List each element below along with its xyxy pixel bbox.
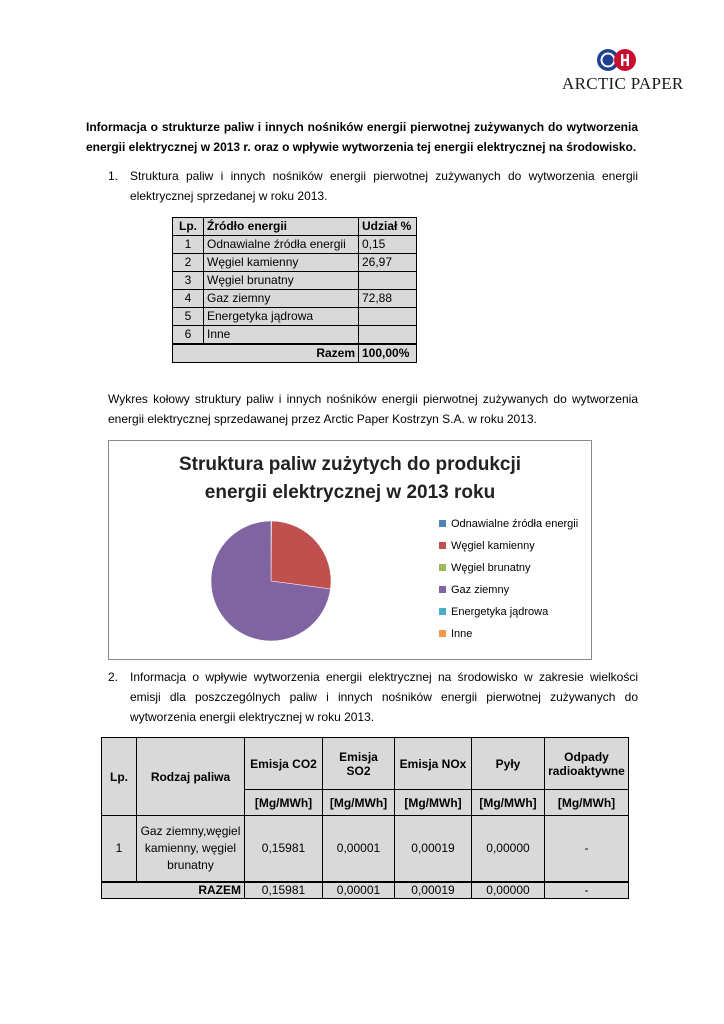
energy-source-table xyxy=(172,217,417,363)
pie-slice-2 xyxy=(271,521,331,589)
cell-share xyxy=(359,308,417,326)
legend-swatch xyxy=(439,630,446,637)
table-header-row xyxy=(102,738,629,790)
legend-swatch xyxy=(439,564,446,571)
chart-intro-text: Wykres kołowy struktury paliw i innych nośników energii pierwotnej zużywanych do wytworzenia energii elektrycznej sprzedawanej przez Arctic Paper Kostrzyn S.A. w roku 2013. xyxy=(108,392,638,426)
section1-text: Struktura paliw i innych nośników energii pierwotnej zużywanych do wytworzenia energii elektrycznej sprzedanej w roku 2013. xyxy=(130,169,638,203)
header-rodzaj: Rodzaj paliwa xyxy=(137,738,245,816)
legend-label: Gaz ziemny xyxy=(451,584,510,596)
cell-source: Inne xyxy=(204,326,359,345)
total-so2: 0,00001 xyxy=(323,882,395,899)
cell-lp: 2 xyxy=(173,254,204,272)
cell-source: Gaz ziemny xyxy=(204,290,359,308)
logo-brand-text: ARCTIC PAPER xyxy=(562,74,684,93)
legend-item xyxy=(439,513,589,535)
arctic-paper-logo-icon xyxy=(597,46,637,74)
cell-so2: 0,00001 xyxy=(323,816,395,882)
total-label: Razem xyxy=(173,344,359,363)
table-row xyxy=(173,326,417,345)
table-row xyxy=(173,272,417,290)
cell-co2: 0,15981 xyxy=(245,816,323,882)
cell-source: Energetyka jądrowa xyxy=(204,308,359,326)
chart-legend xyxy=(439,513,589,645)
unit-odpady: [Mg/MWh] xyxy=(545,790,629,816)
total-value: 100,00% xyxy=(359,344,417,363)
table-row xyxy=(173,308,417,326)
table-row xyxy=(173,254,417,272)
header-lp: Lp. xyxy=(173,218,204,236)
total-nox: 0,00019 xyxy=(395,882,472,899)
pie-chart xyxy=(203,513,339,649)
chart-title xyxy=(109,451,591,507)
total-odpady: - xyxy=(545,882,629,899)
unit-nox: [Mg/MWh] xyxy=(395,790,472,816)
cell-lp: 6 xyxy=(173,326,204,345)
legend-item xyxy=(439,623,589,645)
header-lp: Lp. xyxy=(102,738,137,816)
legend-item xyxy=(439,601,589,623)
cell-odpady: - xyxy=(545,816,629,882)
header-co2: Emisja CO2 xyxy=(245,738,323,790)
total-co2: 0,15981 xyxy=(245,882,323,899)
legend-item xyxy=(439,535,589,557)
cell-pyly: 0,00000 xyxy=(472,816,545,882)
cell-nox: 0,00019 xyxy=(395,816,472,882)
header-zrodlo: Źródło energii xyxy=(204,218,359,236)
legend-swatch xyxy=(439,520,446,527)
unit-co2: [Mg/MWh] xyxy=(245,790,323,816)
header-udzial: Udział % xyxy=(359,218,417,236)
pie-chart-container xyxy=(108,440,592,660)
legend-label: Inne xyxy=(451,628,473,640)
legend-label: Energetyka jądrowa xyxy=(451,606,549,618)
cell-rodzaj: Gaz ziemny,węgiel kamienny, węgiel brunatny xyxy=(137,816,245,882)
header-pyly: Pyły xyxy=(472,738,545,790)
legend-swatch xyxy=(439,608,446,615)
legend-label: Węgiel kamienny xyxy=(451,540,535,552)
table-row xyxy=(102,816,629,882)
cell-share: 72,88 xyxy=(359,290,417,308)
cell-share: 0,15 xyxy=(359,236,417,254)
cell-source: Odnawialne źródła energii xyxy=(204,236,359,254)
cell-lp: 1 xyxy=(173,236,204,254)
total-pyly: 0,00000 xyxy=(472,882,545,899)
cell-share xyxy=(359,326,417,345)
section2-number: 2. xyxy=(108,670,119,684)
chart-title-line-1: Struktura paliw zużytych do produkcji xyxy=(178,454,522,475)
cell-lp: 5 xyxy=(173,308,204,326)
total-label: RAZEM xyxy=(102,882,245,899)
table-total-row xyxy=(102,882,629,899)
section1-number: 1. xyxy=(108,169,119,183)
legend-label: Węgiel brunatny xyxy=(451,562,531,574)
table-row xyxy=(173,290,417,308)
legend-item xyxy=(439,557,589,579)
emission-table xyxy=(101,737,629,899)
document-heading: Informacja o strukturze paliw i innych nośników energii pierwotnej zużywanych do wytworzenia energii elektrycznej w 2013 r. oraz o wpływie wytworzenia tej energii elektrycznej na środowisko. xyxy=(86,120,638,154)
unit-pyly: [Mg/MWh] xyxy=(472,790,545,816)
legend-swatch xyxy=(439,586,446,593)
cell-source: Węgiel brunatny xyxy=(204,272,359,290)
unit-so2: [Mg/MWh] xyxy=(323,790,395,816)
table-total-row xyxy=(173,344,417,363)
table-row xyxy=(173,236,417,254)
header-nox: Emisja NOx xyxy=(395,738,472,790)
legend-label: Odnawialne źródła energii xyxy=(451,518,579,530)
cell-lp: 4 xyxy=(173,290,204,308)
cell-lp: 3 xyxy=(173,272,204,290)
legend-item xyxy=(439,579,589,601)
header-odpady: Odpady radioaktywne xyxy=(545,738,629,790)
cell-lp: 1 xyxy=(102,816,137,882)
section2-text: Informacja o wpływie wytworzenia energii elektrycznej na środowisko w zakresie wielkości emisji dla poszczególnych paliw i innych nośników energii pierwotnej zużywanych do wytworzenia energii elektrycznej w roku 2013. xyxy=(130,670,638,724)
cell-share xyxy=(359,272,417,290)
header-so2: Emisja SO2 xyxy=(323,738,395,790)
cell-share: 26,97 xyxy=(359,254,417,272)
table-header-row xyxy=(173,218,417,236)
legend-swatch xyxy=(439,542,446,549)
cell-source: Węgiel kamienny xyxy=(204,254,359,272)
chart-title-line-2: energii elektrycznej w 2013 roku xyxy=(204,482,496,503)
